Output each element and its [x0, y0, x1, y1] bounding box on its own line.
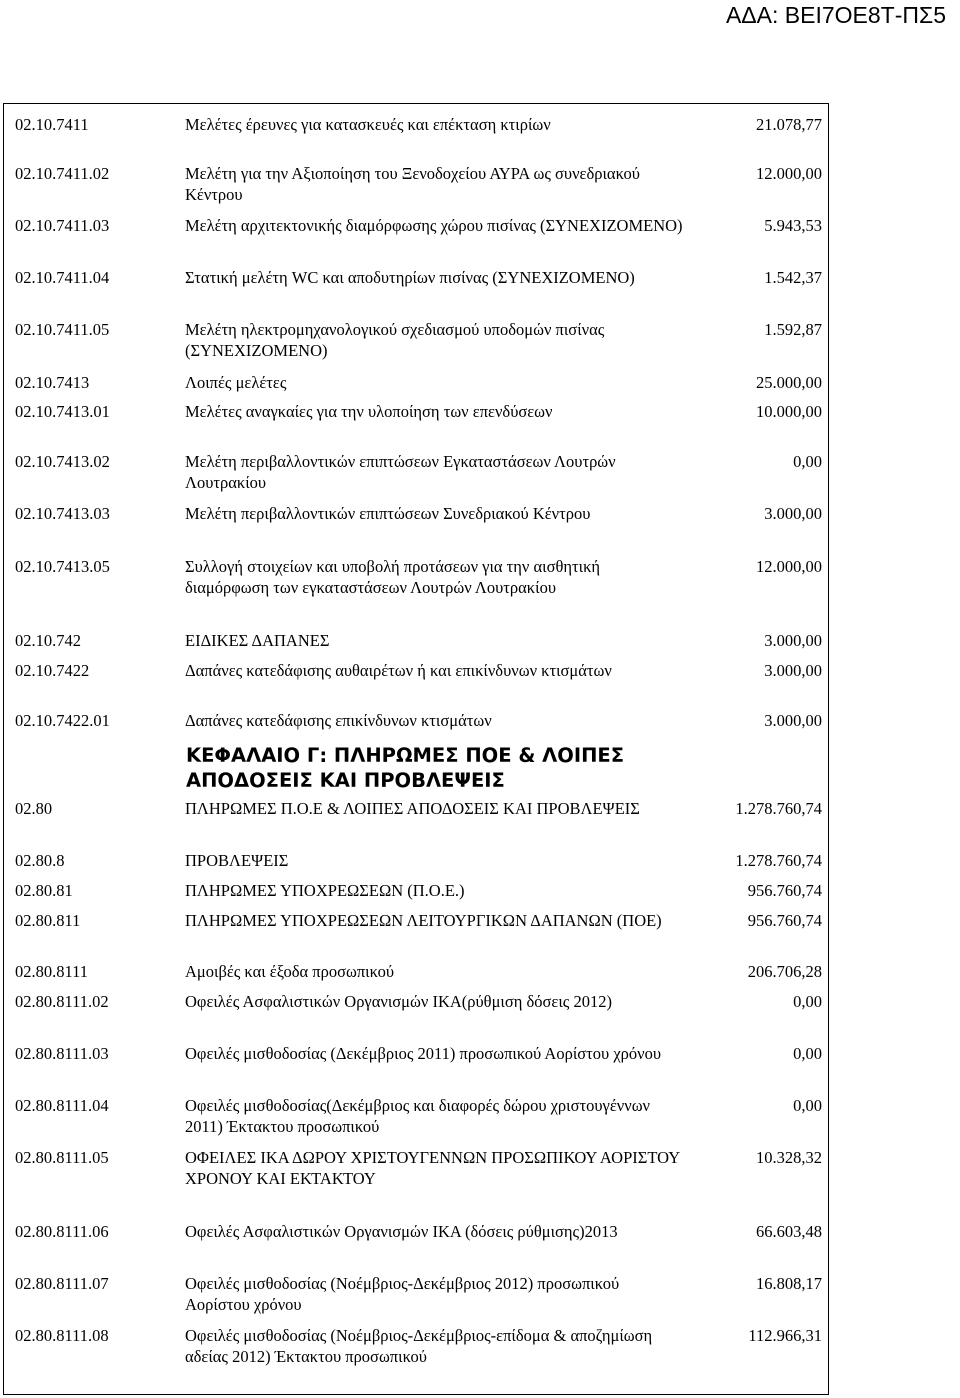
account-description: ΠΛΗΡΩΜΕΣ Π.Ο.Ε & ΛΟΙΠΕΣ ΑΠΟΔΟΣΕΙΣ ΚΑΙ ΠΡΟΒΛΕΨΕΙΣ — [185, 799, 640, 818]
account-code: 02.10.742 — [15, 631, 81, 650]
account-code: 02.80.81 — [15, 881, 73, 900]
account-description: Συλλογή στοιχείων και υποβολή προτάσεων για την αισθητική διαμόρφωση των εγκαταστάσεων Λουτρών Λουτρακίου — [185, 557, 601, 597]
account-amount: 12.000,00 — [756, 164, 822, 183]
account-description: Μελέτη περιβαλλοντικών επιπτώσεων Εγκαταστάσεων Λουτρών Λουτρακίου — [185, 452, 616, 492]
account-amount: 3.000,00 — [764, 504, 822, 523]
account-amount: 0,00 — [793, 1044, 822, 1063]
account-code: 02.80 — [15, 799, 53, 818]
account-description: Στατική μελέτη WC και αποδυτηρίων πισίνας (ΣΥΝΕΧΙΖΟΜΕΝΟ) — [185, 268, 635, 287]
account-code: 02.80.8111.08 — [15, 1326, 109, 1345]
account-description: Οφειλές μισθοδοσίας (Δεκέμβριος 2011) προσωπικού Αορίστου χρόνου — [185, 1044, 662, 1063]
account-description: ΠΡΟΒΛΕΨΕΙΣ — [185, 851, 289, 870]
account-description: Δαπάνες κατεδάφισης αυθαιρέτων ή και επικίνδυνων κτισμάτων — [185, 661, 612, 680]
account-code: 02.10.7413.01 — [15, 402, 110, 421]
account-code: 02.10.7411.03 — [15, 216, 110, 235]
account-description: Μελέτη περιβαλλοντικών επιπτώσεων Συνεδριακού Κέντρου — [185, 504, 591, 523]
account-amount: 66.603,48 — [756, 1222, 822, 1241]
account-amount: 5.943,53 — [764, 216, 822, 235]
account-code: 02.10.7413.03 — [15, 504, 110, 523]
account-description: ΕΙΔΙΚΕΣ ΔΑΠΑΝΕΣ — [185, 631, 330, 650]
account-amount: 1.542,37 — [764, 268, 822, 287]
account-code: 02.80.8111.06 — [15, 1222, 109, 1241]
account-code: 02.10.7411 — [15, 115, 89, 134]
account-description: ΟΦΕΙΛΕΣ ΙΚΑ ΔΩΡΟΥ ΧΡΙΣΤΟΥΓΕΝΝΩΝ ΠΡΟΣΩΠΙΚΟΥ ΑΟΡΙΣΤΟΥ ΧΡΟΝΟΥ ΚΑΙ ΕΚΤΑΚΤΟΥ — [185, 1148, 680, 1188]
account-description: Λοιπές μελέτες — [185, 373, 287, 392]
account-description: Αμοιβές και έξοδα προσωπικού — [185, 962, 394, 981]
account-amount: 21.078,77 — [756, 115, 822, 134]
account-description: Οφειλές Ασφαλιστικών Οργανισμών ΙΚΑ (δόσεις ρύθμισης)2013 — [185, 1222, 618, 1241]
account-description: ΠΛΗΡΩΜΕΣ ΥΠΟΧΡΕΩΣΕΩΝ ΛΕΙΤΟΥΡΓΙΚΩΝ ΔΑΠΑΝΩΝ (ΠΟΕ) — [185, 911, 662, 930]
account-amount: 956.760,74 — [747, 911, 822, 930]
account-description: Μελέτη αρχιτεκτονικής διαμόρφωσης χώρου πισίνας (ΣΥΝΕΧΙΖΟΜΕΝΟ) — [185, 216, 683, 235]
account-amount: 112.966,31 — [748, 1326, 822, 1345]
account-code: 02.80.811 — [15, 911, 81, 930]
account-description: Μελέτες αναγκαίες για την υλοποίηση των επενδύσεων — [185, 402, 553, 421]
account-amount: 10.328,32 — [756, 1148, 822, 1167]
account-amount: 3.000,00 — [764, 631, 822, 650]
account-amount: 12.000,00 — [756, 557, 822, 576]
account-amount: 0,00 — [793, 992, 822, 1011]
account-amount: 0,00 — [793, 1096, 822, 1115]
account-amount: 25.000,00 — [756, 373, 822, 392]
account-amount: 10.000,00 — [756, 402, 822, 421]
account-description: Οφειλές μισθοδοσίας (Νοέμβριος-Δεκέμβριος-επίδομα & αποζημίωση αδείας 2012) Έκτακτου προσωπικού — [185, 1326, 653, 1366]
account-description: Μελέτη για την Αξιοποίηση του Ξενοδοχείου ΑΥΡΑ ως συνεδριακού Κέντρου — [185, 164, 640, 204]
account-description: Οφειλές Ασφαλιστικών Οργανισμών ΙΚΑ(ρύθμιση δόσεις 2012) — [185, 992, 612, 1011]
account-code: 02.80.8111.04 — [15, 1096, 109, 1115]
ada-stamp: ΑΔΑ: ΒΕΙ7ΟΕ8Τ-ΠΣ5 — [725, 2, 946, 28]
account-code: 02.80.8111.02 — [15, 992, 109, 1011]
account-amount: 16.808,17 — [756, 1274, 822, 1293]
account-amount: 3.000,00 — [764, 661, 822, 680]
account-code: 02.80.8111 — [15, 962, 89, 981]
account-description: ΠΛΗΡΩΜΕΣ ΥΠΟΧΡΕΩΣΕΩΝ (Π.Ο.Ε.) — [185, 881, 465, 900]
account-description: Οφειλές μισθοδοσίας(Δεκέμβριος και διαφορές δώρου χριστουγέννων 2011) Έκτακτου προσωπικού — [185, 1096, 651, 1136]
account-code: 02.10.7411.02 — [15, 164, 110, 183]
account-amount: 0,00 — [793, 452, 822, 471]
account-description: Δαπάνες κατεδάφισης επικίνδυνων κτισμάτων — [185, 711, 492, 730]
account-amount: 956.760,74 — [747, 881, 822, 900]
account-code: 02.80.8111.03 — [15, 1044, 109, 1063]
account-code: 02.10.7413 — [15, 373, 90, 392]
account-code: 02.10.7422 — [15, 661, 90, 680]
account-description: Μελέτες έρευνες για κατασκευές και επέκταση κτιρίων — [185, 115, 551, 134]
account-code: 02.80.8111.07 — [15, 1274, 109, 1293]
account-code: 02.10.7411.05 — [15, 320, 110, 339]
account-code: 02.10.7413.02 — [15, 452, 110, 471]
account-code: 02.80.8 — [15, 851, 65, 870]
account-amount: 1.592,87 — [764, 320, 822, 339]
account-code: 02.10.7411.04 — [15, 268, 110, 287]
account-amount: 3.000,00 — [764, 711, 822, 730]
budget-table — [3, 103, 829, 1395]
account-amount: 206.706,28 — [747, 962, 822, 981]
account-code: 02.10.7413.05 — [15, 557, 110, 576]
account-code: 02.80.8111.05 — [15, 1148, 109, 1167]
account-code: 02.10.7422.01 — [15, 711, 110, 730]
account-amount: 1.278.760,74 — [735, 851, 822, 870]
account-description: Μελέτη ηλεκτρομηχανολογικού σχεδιασμού υποδομών πισίνας (ΣΥΝΕΧΙΖΟΜΕΝΟ) — [185, 320, 605, 360]
account-amount: 1.278.760,74 — [735, 799, 822, 818]
section-heading: ΚΕΦΑΛΑΙΟ Γ: ΠΛΗΡΩΜΕΣ ΠΟΕ & ΛΟΙΠΕΣ ΑΠΟΔΟΣΕΙΣ ΚΑΙ ΠΡΟΒΛΕΨΕΙΣ — [186, 744, 625, 792]
account-description: Οφειλές μισθοδοσίας (Νοέμβριος-Δεκέμβριος 2012) προσωπικού Αορίστου χρόνου — [185, 1274, 620, 1314]
